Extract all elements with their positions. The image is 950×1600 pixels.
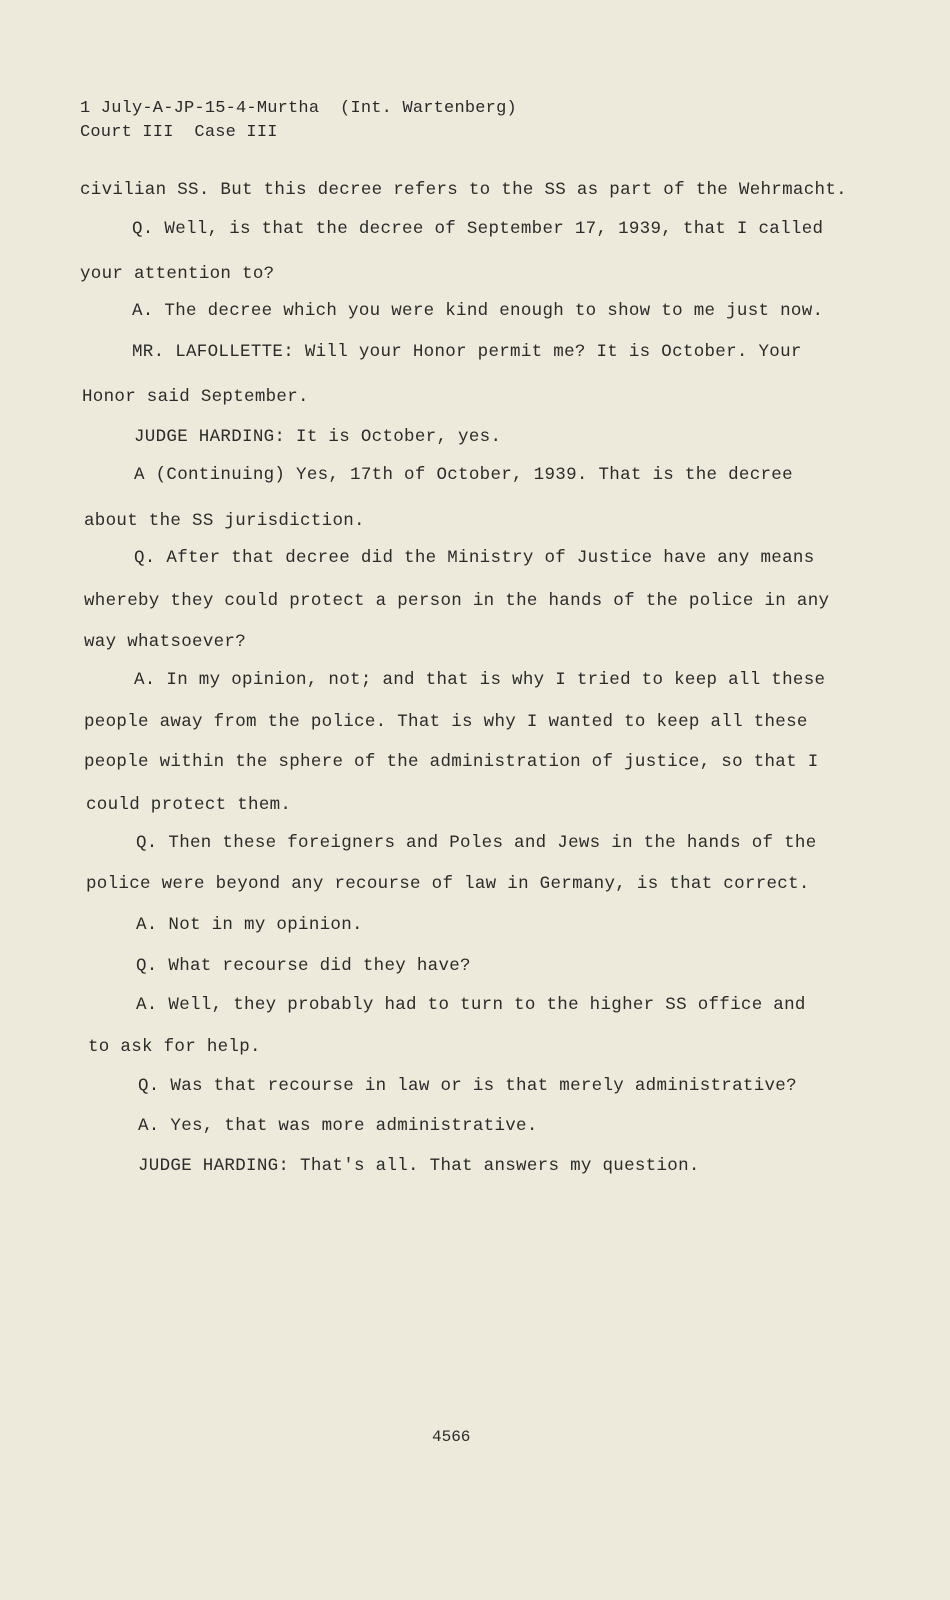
transcript-line: A. The decree which you were kind enough to show to me just now. [132,301,824,321]
transcript-line: police were beyond any recourse of law in Germany, is that correct. [86,874,810,894]
transcript-line: Q. What recourse did they have? [136,956,471,976]
transcript-line: Q. Was that recourse in law or is that merely administrative? [138,1076,797,1096]
transcript-line: about the SS jurisdiction. [84,511,365,531]
transcript-line: to ask for help. [88,1037,261,1057]
header-line-2: Court III Case III [80,123,278,142]
transcript-line: MR. LAFOLLETTE: Will your Honor permit me? It is October. Your [132,342,802,362]
transcript-line: A. Not in my opinion. [136,915,363,935]
transcript-line: A (Continuing) Yes, 17th of October, 1939. That is the decree [134,465,793,485]
transcript-line: Honor said September. [82,387,309,407]
page-number: 4566 [432,1428,471,1446]
transcript-line: A. Well, they probably had to turn to the higher SS office and [136,995,806,1015]
transcript-line: your attention to? [80,264,275,284]
transcript-line: Q. Well, is that the decree of September 17, 1939, that I called [132,219,824,239]
transcript-line: Q. After that decree did the Ministry of Justice have any means [134,548,815,568]
transcript-line: Q. Then these foreigners and Poles and Jews in the hands of the [136,833,817,853]
header-line-1: 1 July-A-JP-15-4-Murtha (Int. Wartenberg) [80,99,517,118]
transcript-line: way whatsoever? [84,632,247,652]
transcript-line: A. Yes, that was more administrative. [138,1116,538,1136]
document-header [80,97,517,145]
transcript-line: whereby they could protect a person in the hands of the police in any [84,591,830,611]
transcript-line: people away from the police. That is why I wanted to keep all these [84,712,808,732]
transcript-line: JUDGE HARDING: That's all. That answers my question. [138,1156,700,1176]
transcript-line: A. In my opinion, not; and that is why I tried to keep all these [134,670,826,690]
transcript-line: could protect them. [86,795,292,815]
transcript-line: civilian SS. But this decree refers to the SS as part of the Wehrmacht. [80,180,847,200]
transcript-line: JUDGE HARDING: It is October, yes. [134,427,502,447]
transcript-line: people within the sphere of the administration of justice, so that I [84,752,819,772]
